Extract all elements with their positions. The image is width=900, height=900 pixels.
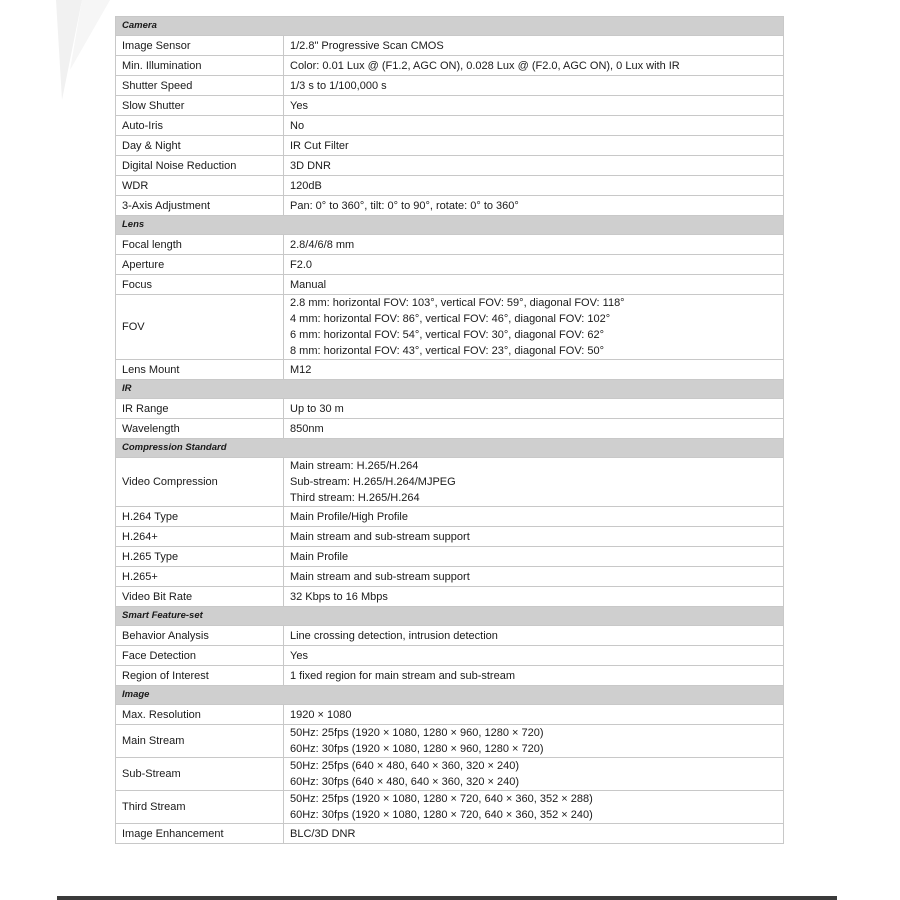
spec-value-line: 1 fixed region for main stream and sub-stream: [290, 669, 515, 682]
spec-value: [284, 824, 784, 844]
spec-value: [284, 116, 784, 136]
spec-label: Aperture: [116, 255, 284, 275]
spec-value-line: Main stream and sub-stream support: [290, 530, 470, 543]
spec-value-line: Up to 30 m: [290, 402, 344, 415]
spec-label: Slow Shutter: [116, 96, 284, 116]
section-header: [116, 439, 784, 458]
watermark-logo-icon: [48, 0, 118, 100]
spec-label: Third Stream: [116, 791, 284, 824]
spec-label: Min. Illumination: [116, 56, 284, 76]
spec-value: [284, 666, 784, 686]
spec-label: Image Enhancement: [116, 824, 284, 844]
spec-label: Wavelength: [116, 419, 284, 439]
spec-value-line: Manual: [290, 278, 327, 291]
spec-label: Main Stream: [116, 725, 284, 758]
spec-label: Sub-Stream: [116, 758, 284, 791]
spec-value: [284, 419, 784, 439]
spec-value-line: 1920 × 1080: [290, 708, 352, 721]
section-title: Smart Feature-set: [116, 607, 784, 626]
spec-value: [284, 646, 784, 666]
spec-row: [116, 255, 784, 275]
section-header: [116, 686, 784, 705]
spec-value-line: 1/2.8" Progressive Scan CMOS: [290, 39, 444, 52]
section-header: [116, 216, 784, 235]
spec-value-line: Sub-stream: H.265/H.264/MJPEG: [290, 476, 456, 488]
spec-label: Shutter Speed: [116, 76, 284, 96]
spec-row: [116, 646, 784, 666]
spec-value: [284, 56, 784, 76]
spec-value-line: No: [290, 119, 305, 132]
spec-row: [116, 705, 784, 725]
spec-label: WDR: [116, 176, 284, 196]
spec-value: [284, 136, 784, 156]
spec-value: [284, 295, 784, 360]
spec-row: [116, 235, 784, 255]
spec-label: Auto-Iris: [116, 116, 284, 136]
spec-value: [284, 76, 784, 96]
spec-row: [116, 275, 784, 295]
spec-row: [116, 587, 784, 607]
spec-label: H.265+: [116, 567, 284, 587]
spec-value-line: 850nm: [290, 422, 324, 435]
spec-row: [116, 419, 784, 439]
section-title: Lens: [116, 216, 784, 235]
spec-value-line: Yes: [290, 649, 308, 662]
spec-value-line: Main Profile/High Profile: [290, 510, 408, 523]
spec-value-line: 50Hz: 25fps (1920 × 1080, 1280 × 720, 640 × 360, 352 × 288): [290, 793, 593, 805]
spec-row: [116, 758, 784, 791]
spec-label: Focus: [116, 275, 284, 295]
spec-value: [284, 156, 784, 176]
spec-value-line: 8 mm: horizontal FOV: 43°, vertical FOV: 23°, diagonal FOV: 50°: [290, 345, 604, 357]
spec-label: H.265 Type: [116, 547, 284, 567]
spec-value: [284, 36, 784, 56]
spec-label: 3-Axis Adjustment: [116, 196, 284, 216]
spec-row: [116, 725, 784, 758]
spec-value: [284, 458, 784, 507]
section-title: IR: [116, 380, 784, 399]
spec-row: [116, 96, 784, 116]
section-title: Compression Standard: [116, 439, 784, 458]
spec-value-line: 50Hz: 25fps (640 × 480, 640 × 360, 320 × 240): [290, 760, 520, 772]
spec-label: Behavior Analysis: [116, 626, 284, 646]
spec-value-line: 60Hz: 30fps (1920 × 1080, 1280 × 720, 640 × 360, 352 × 240): [290, 809, 593, 821]
spec-value-line: 50Hz: 25fps (1920 × 1080, 1280 × 960, 1280 × 720): [290, 727, 544, 739]
spec-row: [116, 527, 784, 547]
spec-value-line: Main stream: H.265/H.264: [290, 460, 419, 472]
spec-label: Day & Night: [116, 136, 284, 156]
spec-value: [284, 527, 784, 547]
spec-row: [116, 360, 784, 380]
spec-row: [116, 36, 784, 56]
spec-label: Focal length: [116, 235, 284, 255]
spec-value-line: 2.8 mm: horizontal FOV: 103°, vertical FOV: 59°, diagonal FOV: 118°: [290, 297, 625, 309]
spec-label: Video Bit Rate: [116, 587, 284, 607]
section-title: Image: [116, 686, 784, 705]
spec-value: [284, 360, 784, 380]
spec-value: [284, 507, 784, 527]
spec-row: [116, 626, 784, 646]
spec-row: [116, 116, 784, 136]
spec-row: [116, 399, 784, 419]
spec-value-line: 6 mm: horizontal FOV: 54°, vertical FOV: 30°, diagonal FOV: 62°: [290, 329, 604, 341]
spec-value: [284, 235, 784, 255]
spec-value: [284, 176, 784, 196]
spec-label: H.264 Type: [116, 507, 284, 527]
spec-label: FOV: [116, 295, 284, 360]
spec-row: [116, 791, 784, 824]
section-header: [116, 380, 784, 399]
spec-value-line: M12: [290, 363, 312, 376]
spec-value-line: F2.0: [290, 258, 313, 271]
spec-row: [116, 507, 784, 527]
spec-value: [284, 96, 784, 116]
spec-value: [284, 791, 784, 824]
spec-value-line: Main stream and sub-stream support: [290, 570, 470, 583]
spec-value-line: 60Hz: 30fps (640 × 480, 640 × 360, 320 × 240): [290, 776, 520, 788]
spec-row: [116, 136, 784, 156]
section-header: [116, 607, 784, 626]
spec-row: [116, 824, 784, 844]
spec-value-line: BLC/3D DNR: [290, 827, 356, 840]
spec-label: H.264+: [116, 527, 284, 547]
spec-row: [116, 567, 784, 587]
spec-value: [284, 547, 784, 567]
spec-table: [115, 16, 784, 844]
spec-row: [116, 196, 784, 216]
spec-table-body: [116, 17, 784, 844]
footer-divider: [57, 896, 837, 900]
spec-value-line: 1/3 s to 1/100,000 s: [290, 79, 387, 92]
spec-label: Region of Interest: [116, 666, 284, 686]
spec-row: [116, 176, 784, 196]
spec-label: Digital Noise Reduction: [116, 156, 284, 176]
spec-label: IR Range: [116, 399, 284, 419]
spec-value-line: Pan: 0° to 360°, tilt: 0° to 90°, rotate: 0° to 360°: [290, 199, 519, 212]
spec-label: Lens Mount: [116, 360, 284, 380]
spec-value: [284, 705, 784, 725]
spec-value-line: 2.8/4/6/8 mm: [290, 238, 355, 251]
spec-row: [116, 666, 784, 686]
spec-label: Video Compression: [116, 458, 284, 507]
spec-value-line: Third stream: H.265/H.264: [290, 492, 420, 504]
spec-value: [284, 725, 784, 758]
spec-value-line: 3D DNR: [290, 159, 331, 172]
section-title: Camera: [116, 17, 784, 36]
spec-value-line: Color: 0.01 Lux @ (F1.2, AGC ON), 0.028 Lux @ (F2.0, AGC ON), 0 Lux with IR: [290, 59, 680, 72]
spec-value: [284, 626, 784, 646]
spec-value-line: Main Profile: [290, 550, 349, 563]
spec-row: [116, 76, 784, 96]
spec-row: [116, 295, 784, 360]
spec-value: [284, 758, 784, 791]
spec-value-line: IR Cut Filter: [290, 139, 349, 152]
spec-value: [284, 196, 784, 216]
spec-value: [284, 587, 784, 607]
spec-value-line: 60Hz: 30fps (1920 × 1080, 1280 × 960, 1280 × 720): [290, 743, 544, 755]
spec-row: [116, 547, 784, 567]
spec-label: Face Detection: [116, 646, 284, 666]
spec-value-line: 4 mm: horizontal FOV: 86°, vertical FOV: 46°, diagonal FOV: 102°: [290, 313, 611, 325]
spec-value: [284, 399, 784, 419]
spec-label: Max. Resolution: [116, 705, 284, 725]
spec-row: [116, 56, 784, 76]
section-header: [116, 17, 784, 36]
spec-value: [284, 275, 784, 295]
spec-value-line: Yes: [290, 99, 308, 112]
spec-row: [116, 458, 784, 507]
spec-value: [284, 567, 784, 587]
spec-row: [116, 156, 784, 176]
spec-value-line: 120dB: [290, 179, 322, 192]
spec-value: [284, 255, 784, 275]
spec-label: Image Sensor: [116, 36, 284, 56]
spec-value-line: Line crossing detection, intrusion detection: [290, 629, 498, 642]
spec-value-line: 32 Kbps to 16 Mbps: [290, 590, 388, 603]
